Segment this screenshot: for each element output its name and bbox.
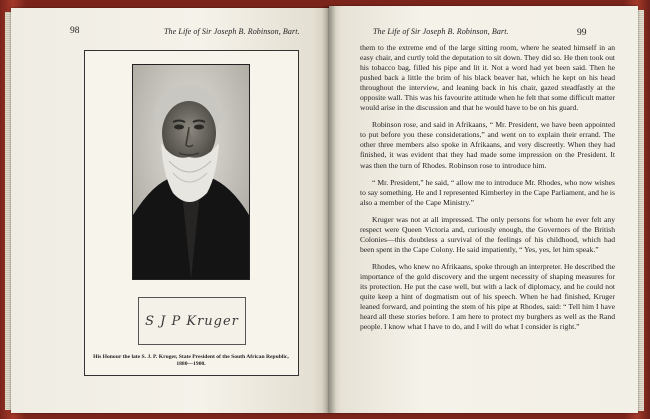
paragraph: Kruger was not at all impressed. The only persons for whom he ever felt any respect were Queen Victoria and, curiously enough, the Governors of the British Colonies—this doubtless a survival of the feelings of his childhood, which had been spent in the Cape Colony. He said impatiently, “ Yes, yes, let him speak.”	[360, 214, 615, 254]
signature-box	[138, 297, 246, 345]
right-page-number: 99	[577, 28, 587, 38]
kruger-portrait	[132, 64, 250, 280]
portrait-caption: His Honour the late S. J. P. Kruger, State President of the South African Republic, 1880—1900.	[93, 354, 289, 367]
left-page-number: 98	[70, 26, 80, 36]
paragraph: Rhodes, who knew no Afrikaans, spoke through an interpreter. He described the importance of the gold discovery and the urgent necessity of shaping measures for its protection. He put the case well, but with a lack of diplomacy, and he could not quite keep a hint of dogmatism out of his speech. When he had finished, Kruger leaned forward, and pointing the stem of his pipe at Rhodes, said: “ Tell him I have heard all these stories before. I am here to protect my burghers as well as the Rand people. I know what I have to do, and I will do what I consider is right.”	[360, 261, 615, 332]
paragraph: Robinson rose, and said in Afrikaans, “ Mr. President, we have been appointed to put before you these considerations,” and went on to explain their errand. The other three members also spoke in Afrikaans, and very discreetly. When they had finished, it was evident that they had made some impression on the President. It was then the turn of Rhodes. Robinson rose to introduce him.	[360, 120, 615, 170]
left-page	[11, 8, 329, 413]
left-running-head: The Life of Sir Joseph B. Robinson, Bart.	[164, 27, 300, 36]
kruger-signature: S J P Kruger	[145, 313, 239, 329]
right-running-head: The Life of Sir Joseph B. Robinson, Bart.	[373, 27, 509, 36]
paragraph: “ Mr. President,” he said, “ allow me to introduce Mr. Rhodes, who now wishes to say something. He and I represented Kimberley in the Cape Parliament, and he is also a member of the Cape Ministry.”	[360, 177, 615, 207]
body-text	[360, 43, 615, 339]
book-gutter	[322, 6, 336, 413]
portrait-plate	[84, 50, 299, 376]
portrait-image	[133, 65, 249, 279]
paragraph: them to the extreme end of the large sitting room, where he seated himself in an easy chair, and curtly told the deputation to sit down. They did so. He then took out his tobacco bag, filled his pipe and lit it. Not a word had yet been said. Then he pushed back a little the brim of his black beaver hat, which he kept on his head throughout the interview, and leaning back in his chair, gazed steadfastly at the opposite wall. This was his favourite attitude when he felt that some difficult matter would arise in the discussion and that he would have to be on his guard.	[360, 43, 615, 113]
